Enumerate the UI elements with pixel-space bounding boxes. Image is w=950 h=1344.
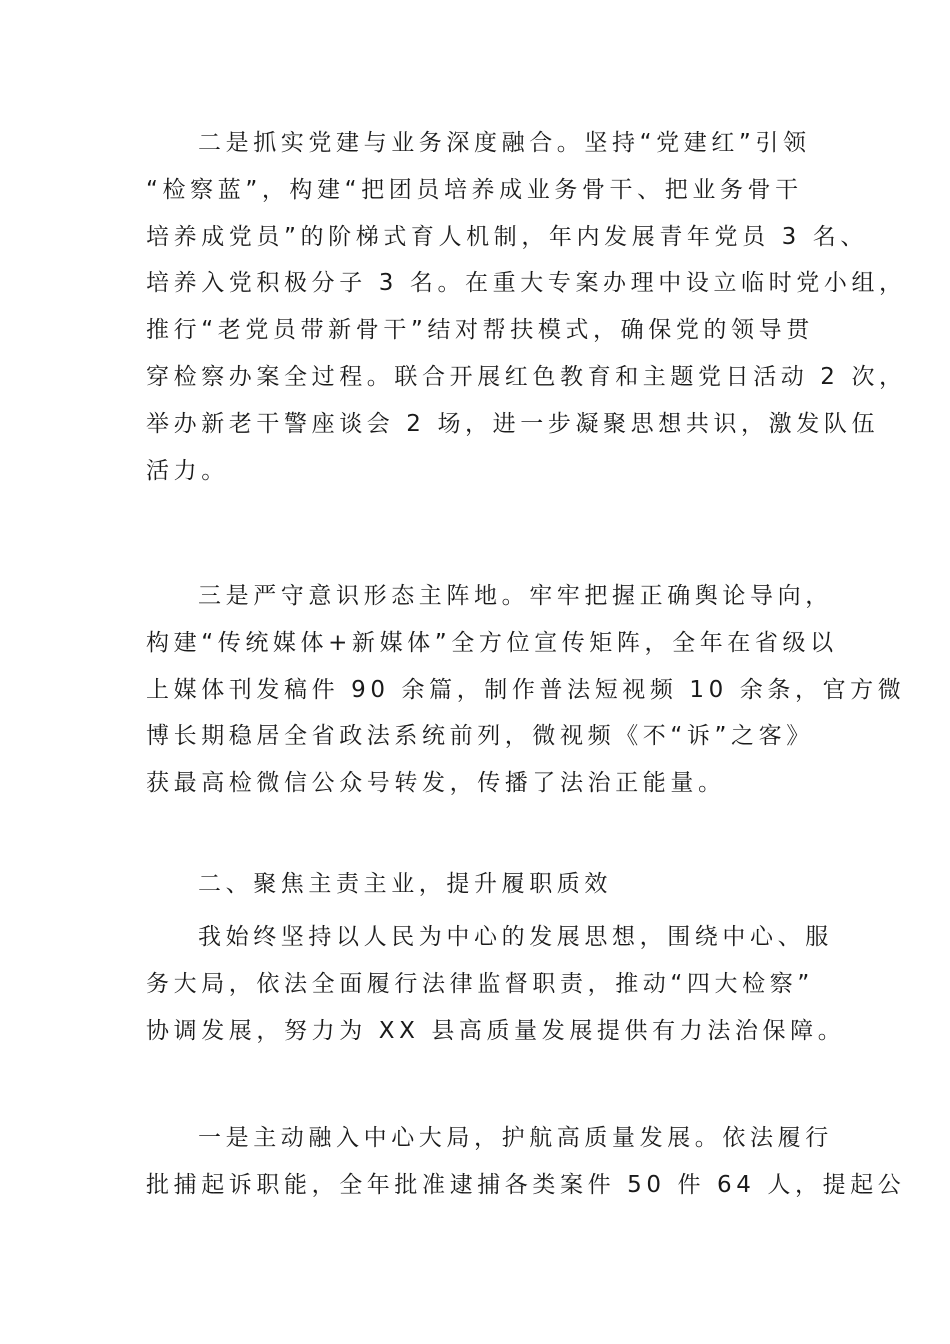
text-line: 一是主动融入中心大局，护航高质量发展。依法履行 [198, 1125, 833, 1151]
text-line: 穿检察办案全过程。联合开展红色教育和主题党日活动 2 次， [146, 364, 907, 390]
text-line: “检察蓝”，构建“把团员培养成业务骨干、把业务骨干 [146, 177, 803, 203]
text-line: 构建“传统媒体+新媒体”全方位宣传矩阵，全年在省级以 [146, 630, 838, 656]
heading-text: 二、聚焦主责主业，提升履职质效 [198, 871, 612, 897]
text-line: 协调发展，努力为 XX 县高质量发展提供有力法治保障。 [146, 1018, 846, 1044]
text-line: 举办新老干警座谈会 2 场，进一步凝聚思想共识，激发队伍 [146, 411, 880, 437]
text-line: 我始终坚持以人民为中心的发展思想，围绕中心、服 [198, 924, 833, 950]
text-line: 活力。 [146, 458, 229, 484]
text-line: 二是抓实党建与业务深度融合。坚持“党建红”引领 [198, 130, 811, 156]
text-line: 务大局，依法全面履行法律监督职责，推动“四大检察” [146, 971, 814, 997]
text-line: 批捕起诉职能，全年批准逮捕各类案件 50 件 64 人，提起公 [146, 1172, 906, 1198]
text-line: 上媒体刊发稿件 90 余篇，制作普法短视频 10 余条，官方微 [146, 677, 906, 703]
text-line: 培养入党积极分子 3 名。在重大专案办理中设立临时党小组， [146, 270, 907, 296]
text-line: 三是严守意识形态主阵地。牢牢把握正确舆论导向， [198, 583, 833, 609]
text-line: 推行“老党员带新骨干”结对帮扶模式，确保党的领导贯 [146, 317, 814, 343]
text-line: 获最高检微信公众号转发，传播了法治正能量。 [146, 770, 726, 796]
text-line: 培养成党员”的阶梯式育人机制，年内发展青年党员 3 名、 [146, 224, 868, 250]
text-line: 博长期稳居全省政法系统前列，微视频《不“诉”之客》 [146, 723, 814, 749]
